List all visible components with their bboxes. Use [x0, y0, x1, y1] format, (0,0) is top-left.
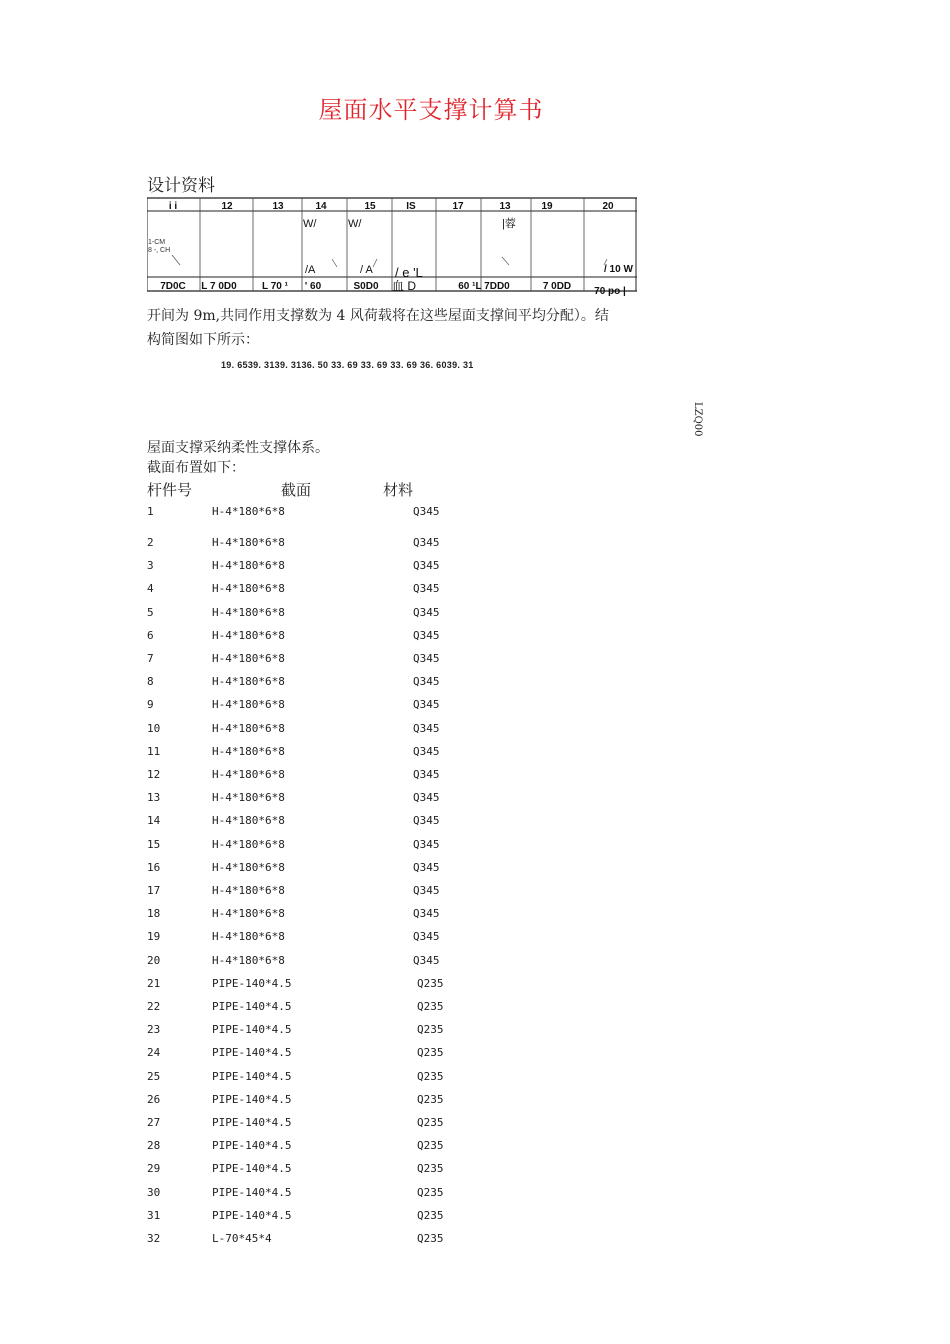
table-row	[0, 1139, 950, 1159]
mark-a-2: / A	[360, 264, 373, 276]
material-grade: Q235	[417, 1046, 444, 1060]
section-spec: PIPE-140*4.5	[212, 1139, 292, 1153]
member-number: 20	[147, 953, 161, 967]
member-number: 12	[147, 768, 161, 781]
member-number: 29	[147, 1162, 161, 1176]
material-grade: Q345	[413, 675, 440, 689]
material-grade: Q345	[413, 536, 440, 549]
member-number: 19	[147, 930, 161, 944]
section-spec: H-4*180*6*8	[212, 675, 285, 689]
mark-w-1: W/	[303, 218, 317, 230]
section-spec: H-4*180*6*8	[212, 536, 285, 549]
table-row	[0, 1000, 950, 1020]
side-annotation: LZQ00	[692, 402, 703, 437]
section-spec: PIPE-140*4.5	[212, 1069, 292, 1083]
bottom-label-7: 60 ¹L 7DD0	[458, 281, 510, 292]
member-number: 23	[147, 1023, 161, 1037]
material-grade: Q345	[413, 768, 440, 781]
top-label-5: 15	[364, 201, 376, 212]
table-row	[0, 768, 950, 788]
table-row	[0, 505, 950, 525]
member-number: 27	[147, 1116, 161, 1129]
section-spec: H-4*180*6*8	[212, 837, 285, 851]
material-grade: Q235	[417, 1023, 444, 1037]
member-number: 24	[147, 1046, 161, 1060]
table-row	[0, 582, 950, 602]
structure-diagram-svg	[147, 197, 637, 301]
member-number: 28	[147, 1139, 161, 1153]
diagram-diagonals	[172, 255, 607, 267]
material-grade: Q345	[413, 791, 440, 805]
material-grade: Q345	[413, 652, 440, 665]
member-number: 16	[147, 860, 161, 874]
bottom-label-8: 7 0DD	[542, 281, 572, 292]
section-spec: H-4*180*6*8	[212, 652, 285, 665]
material-grade: Q235	[417, 976, 444, 990]
mark-a-1: /A	[305, 264, 316, 276]
member-number: 30	[147, 1185, 161, 1199]
table-row	[0, 907, 950, 927]
section-spec: H-4*180*6*8	[212, 721, 285, 735]
material-grade: Q235	[417, 1185, 444, 1199]
table-row	[0, 1093, 950, 1113]
bottom-label-5: S0D0	[353, 281, 379, 292]
member-number: 10	[147, 721, 161, 735]
material-grade: Q345	[413, 698, 440, 712]
material-grade: Q235	[417, 1162, 444, 1176]
member-number: 7	[147, 652, 154, 665]
table-row	[0, 1046, 950, 1066]
section-spec: PIPE-140*4.5	[212, 1023, 292, 1037]
bottom-label-1: 7D0C	[160, 281, 186, 292]
member-number: 1	[147, 505, 154, 518]
section-spec: PIPE-140*4.5	[212, 1092, 292, 1106]
section-spec: H-4*180*6*8	[212, 860, 285, 874]
material-grade: Q345	[413, 744, 440, 758]
section-spec: H-4*180*6*8	[212, 628, 285, 642]
member-number: 11	[147, 744, 161, 758]
paragraph-diagram-intro: 构简图如下所示：	[147, 332, 259, 348]
section-spec: H-4*180*6*8	[212, 582, 285, 596]
member-number: 18	[147, 907, 161, 921]
top-label-1: i i	[168, 201, 178, 212]
top-label-7: 17	[452, 201, 464, 212]
table-row	[0, 838, 950, 858]
material-grade: Q345	[413, 582, 440, 596]
material-grade: Q235	[417, 1232, 444, 1245]
section-spec: H-4*180*6*8	[212, 930, 285, 944]
left-note-2: 8 -, CH	[148, 247, 171, 254]
table-header-section: 截面	[281, 481, 312, 499]
table-row	[0, 791, 950, 811]
diagram-top-labels	[169, 201, 614, 212]
top-label-4: 14	[315, 201, 327, 212]
section-spec: H-4*180*6*8	[212, 505, 285, 518]
member-number: 14	[147, 814, 161, 828]
material-grade: Q235	[417, 1208, 444, 1222]
table-row	[0, 1023, 950, 1043]
member-number: 15	[147, 837, 161, 851]
member-number: 2	[147, 536, 154, 549]
material-grade: Q345	[413, 721, 440, 735]
top-label-9: 19	[541, 201, 553, 212]
section-spec: H-4*180*6*8	[212, 605, 285, 619]
section-spec: PIPE-140*4.5	[212, 1116, 292, 1129]
member-number: 26	[147, 1092, 161, 1106]
table-row	[0, 536, 950, 556]
bottom-label-6: 血 D	[391, 279, 417, 293]
table-row	[0, 977, 950, 997]
mark-10w: / 10 W	[604, 264, 633, 275]
table-row	[0, 861, 950, 881]
table-row	[0, 675, 950, 695]
paragraph-span-info: 开间为 9m,共同作用支撑数为 4 风荷载将在这些屋面支撑间平均分配）。结	[147, 308, 609, 324]
section-spec: H-4*180*6*8	[212, 814, 285, 828]
section-spec: PIPE-140*4.5	[212, 1208, 292, 1222]
section-heading-design: 设计资料	[147, 176, 215, 196]
section-spec: PIPE-140*4.5	[212, 1162, 292, 1176]
structure-diagram	[147, 197, 637, 301]
table-row	[0, 698, 950, 718]
bottom-label-3: L 70 ¹	[262, 281, 288, 292]
table-row	[0, 884, 950, 904]
section-spec: PIPE-140*4.5	[212, 1000, 292, 1013]
material-grade: Q235	[417, 1069, 444, 1083]
diagram-bottom-labels	[160, 279, 626, 297]
member-number: 31	[147, 1208, 161, 1222]
section-spec: H-4*180*6*8	[212, 791, 285, 805]
section-spec: PIPE-140*4.5	[212, 1185, 292, 1199]
mark-w-2: W/	[348, 218, 362, 230]
top-label-10: 20	[602, 201, 614, 212]
section-spec: L-70*45*4	[212, 1232, 272, 1245]
table-row	[0, 1162, 950, 1182]
table-header-material: 材料	[383, 481, 414, 499]
material-grade: Q345	[413, 605, 440, 619]
material-grade: Q345	[413, 884, 440, 897]
bottom-label-9: 70 po |	[594, 286, 626, 297]
dimension-values: 19. 6539. 3139. 3136. 50 33. 69 33. 69 33. 69 36. 6039. 31	[221, 360, 474, 370]
section-spec: H-4*180*6*8	[212, 698, 285, 712]
top-label-3: 13	[272, 201, 284, 212]
table-row	[0, 1186, 950, 1206]
material-grade: Q235	[417, 1139, 444, 1153]
material-grade: Q345	[413, 628, 440, 642]
table-row	[0, 930, 950, 950]
material-grade: Q345	[413, 907, 440, 921]
bottom-label-4: ' 60	[304, 281, 322, 292]
bottom-label-2: L 7 0D0	[201, 281, 237, 292]
table-row	[0, 629, 950, 649]
table-row	[0, 745, 950, 765]
member-number: 3	[147, 559, 154, 573]
section-spec: H-4*180*6*8	[212, 907, 285, 921]
table-row	[0, 1116, 950, 1136]
table-row	[0, 606, 950, 626]
section-spec: PIPE-140*4.5	[212, 976, 292, 990]
member-number: 4	[147, 582, 154, 596]
section-spec: H-4*180*6*8	[212, 744, 285, 758]
top-label-8: 13	[499, 201, 511, 212]
mark-e: / e 'L	[395, 265, 423, 280]
table-row	[0, 1070, 950, 1090]
material-grade: Q345	[413, 860, 440, 874]
section-spec: H-4*180*6*8	[212, 884, 285, 897]
section-spec: H-4*180*6*8	[212, 953, 285, 967]
table-row	[0, 954, 950, 974]
material-grade: Q345	[413, 930, 440, 944]
member-number: 25	[147, 1069, 161, 1083]
top-label-6: IS	[406, 201, 416, 212]
table-row	[0, 1209, 950, 1229]
top-label-2: 12	[221, 201, 233, 212]
member-number: 32	[147, 1232, 161, 1245]
table-row	[0, 722, 950, 742]
left-note-1: 1-CM	[148, 239, 166, 246]
material-grade: Q345	[413, 505, 440, 518]
member-number: 17	[147, 884, 161, 897]
table-header-member-no: 杆件号	[147, 481, 193, 499]
member-number: 22	[147, 1000, 161, 1013]
material-grade: Q235	[417, 1116, 444, 1129]
material-grade: Q345	[413, 953, 440, 967]
material-grade: Q235	[417, 1000, 444, 1013]
member-number: 5	[147, 605, 154, 619]
document-title: 屋面水平支撑计算书	[318, 96, 544, 124]
mark-symbol: |蓉	[502, 218, 516, 230]
member-number: 21	[147, 976, 161, 990]
paragraph-bracing-system: 屋面支撑采纳柔性支撑体系。	[147, 440, 329, 456]
table-row	[0, 814, 950, 834]
section-spec: PIPE-140*4.5	[212, 1046, 292, 1060]
table-row	[0, 559, 950, 579]
table-row	[0, 652, 950, 672]
member-number: 8	[147, 675, 154, 689]
material-grade: Q345	[413, 559, 440, 573]
section-spec: H-4*180*6*8	[212, 559, 285, 573]
section-spec: H-4*180*6*8	[212, 768, 285, 781]
material-grade: Q345	[413, 837, 440, 851]
table-row	[0, 1232, 950, 1252]
member-number: 13	[147, 791, 161, 805]
material-grade: Q235	[417, 1092, 444, 1106]
member-number: 6	[147, 628, 154, 642]
paragraph-section-layout: 截面布置如下：	[147, 460, 245, 476]
member-number: 9	[147, 698, 154, 712]
material-grade: Q345	[413, 814, 440, 828]
